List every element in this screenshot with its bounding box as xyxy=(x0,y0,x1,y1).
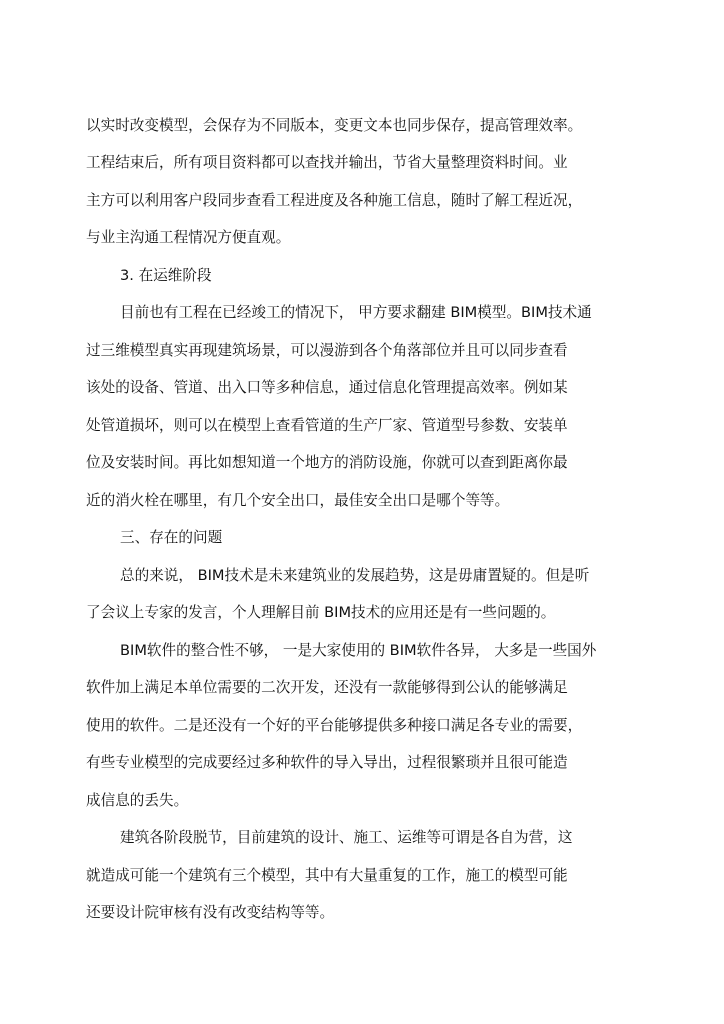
paragraph-line: BIM软件的整合性不够， 一是大家使用的 BIM软件各异， 大多是一些国外 xyxy=(120,642,597,659)
paragraph-line: 就造成可能一个建筑有三个模型，其中有大量重复的工作，施工的模型可能 xyxy=(86,867,568,884)
paragraph-line: 建筑各阶段脱节，目前建筑的设计、施工、运维等可谓是各自为营，这 xyxy=(120,829,573,846)
paragraph-line: 软件加上满足本单位需要的二次开发，还没有一款能够得到公认的能够满足 xyxy=(86,679,568,696)
paragraph-line: 与业主沟通工程情况方便直观。 xyxy=(86,229,291,246)
paragraph-line: 以实时改变模型，会保存为不同版本，变更文本也同步保存，提高管理效率。 xyxy=(86,117,583,134)
paragraph-line: 该处的设备、管道、出入口等多种信息，通过信息化管理提高效率。例如某 xyxy=(86,379,568,396)
paragraph-line: 近的消火栓在哪里，有几个安全出口，最佳安全出口是哪个等等。 xyxy=(86,492,510,509)
paragraph-line: 过三维模型真实再现建筑场景，可以漫游到各个角落部位并且可以同步查看 xyxy=(86,342,568,359)
paragraph-line: 处管道损坏，则可以在模型上查看管道的生产厂家、管道型号参数、安装单 xyxy=(86,417,568,434)
paragraph-line: 总的来说， BIM技术是未来建筑业的发展趋势，这是毋庸置疑的。但是听 xyxy=(120,567,590,584)
paragraph-line: 还要设计院审核有没有改变结构等等。 xyxy=(86,904,335,921)
paragraph-line: 使用的软件。二是还没有一个好的平台能够提供多种接口满足各专业的需要， xyxy=(86,717,583,734)
paragraph-line: 目前也有工程在已经竣工的情况下， 甲方要求翻建 BIM模型。BIM技术通 xyxy=(120,304,592,321)
section-heading: 3. 在运维阶段 xyxy=(120,267,212,284)
paragraph-line: 有些专业模型的完成要经过多种软件的导入导出，过程很繁琐并且很可能造 xyxy=(86,754,568,771)
paragraph-line: 成信息的丢失。 xyxy=(86,792,189,809)
section-heading: 三、存在的问题 xyxy=(120,529,223,546)
paragraph-line: 主方可以利用客户段同步查看工程进度及各种施工信息，随时了解工程近况， xyxy=(86,192,583,209)
paragraph-line: 了会议上专家的发言，个人理解目前 BIM技术的应用还是有一些问题的。 xyxy=(86,604,556,621)
paragraph-line: 位及安装时间。再比如想知道一个地方的消防设施，你就可以查到距离你最 xyxy=(86,454,568,471)
paragraph-line: 工程结束后，所有项目资料都可以查找并输出，节省大量整理资料时间。业 xyxy=(86,154,568,171)
